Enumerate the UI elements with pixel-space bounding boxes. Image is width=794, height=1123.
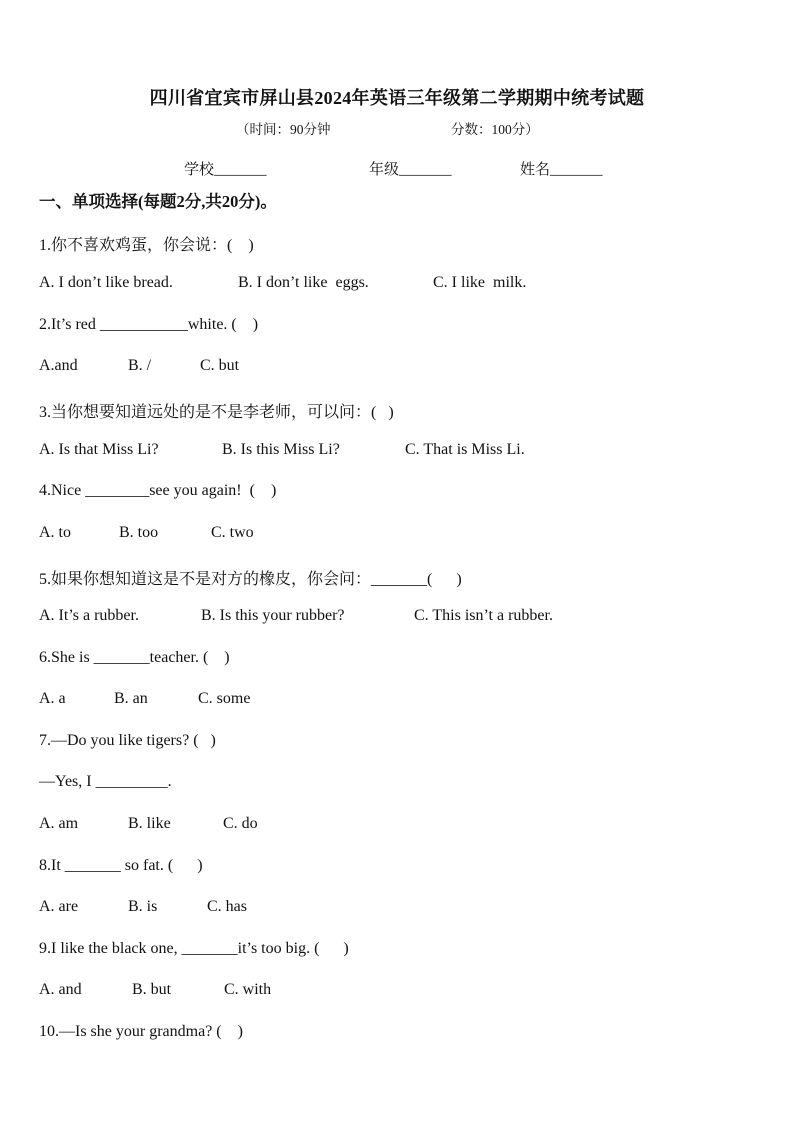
option-c: C. some — [198, 690, 251, 707]
option-c: C. This isn’t a rubber. — [414, 607, 553, 624]
option-b: B. Is this Miss Li? — [222, 441, 340, 458]
section-title: 一、单项选择(每题2分,共20分)。 — [39, 192, 277, 211]
question-text: 6.She is _______teacher. ( ) — [39, 649, 230, 666]
option-b: B. Is this your rubber? — [201, 607, 345, 624]
option-b: B. but — [132, 981, 172, 998]
option-b: B. I don’t like eggs. — [238, 274, 369, 291]
option-a: A. I don’t like bread. — [39, 274, 173, 291]
option-c: C. two — [211, 524, 254, 541]
option-c: C. I like milk. — [433, 274, 527, 291]
option-c: C. has — [207, 898, 247, 915]
option-b: B. too — [119, 524, 159, 541]
option-a: A.and — [39, 357, 78, 374]
question-text: 10.—Is she your grandma? ( ) — [39, 1023, 243, 1040]
question-subline: —Yes, I _________. — [39, 773, 172, 790]
question-text: 1.你不喜欢鸡蛋，你会说：( ) — [39, 237, 254, 254]
exam-title: 四川省宜宾市屏山县2024年英语三年级第二学期期中统考试题 — [149, 88, 645, 108]
option-a: A. to — [39, 524, 71, 541]
option-a: A. and — [39, 981, 82, 998]
option-b: B. an — [114, 690, 148, 707]
option-b: B. is — [128, 898, 158, 915]
question-text: 8.It _______ so fat. ( ) — [39, 857, 203, 874]
name-field: 姓名_______ — [520, 162, 603, 178]
option-a: A. It’s a rubber. — [39, 607, 139, 624]
question-text: 2.It’s red ___________white. ( ) — [39, 316, 259, 333]
option-c: C. but — [200, 357, 240, 374]
option-c: C. do — [223, 815, 258, 832]
question-text: 9.I like the black one, _______it’s too big. ( ) — [39, 940, 349, 957]
grade-field: 年级_______ — [369, 162, 452, 178]
exam-time: （时间：90分钟 — [236, 122, 331, 137]
option-c: C. with — [224, 981, 272, 998]
question-text: 3.当你想要知道远处的是不是李老师，可以问：( ) — [39, 404, 394, 421]
option-a: A. are — [39, 898, 79, 915]
option-c: C. That is Miss Li. — [405, 441, 525, 458]
exam-score: 分数：100分） — [451, 122, 539, 137]
option-a: A. Is that Miss Li? — [39, 441, 159, 458]
question-text: 4.Nice ________see you again! ( ) — [39, 482, 277, 499]
option-b: B. like — [128, 815, 171, 832]
option-a: A. am — [39, 815, 79, 832]
option-b: B. / — [128, 357, 152, 374]
school-field: 学校_______ — [184, 162, 267, 178]
option-a: A. a — [39, 690, 66, 707]
question-text: 7.—Do you like tigers? ( ) — [39, 732, 216, 749]
question-text: 5.如果你想知道这是不是对方的橡皮，你会问：_______( ) — [39, 571, 462, 588]
